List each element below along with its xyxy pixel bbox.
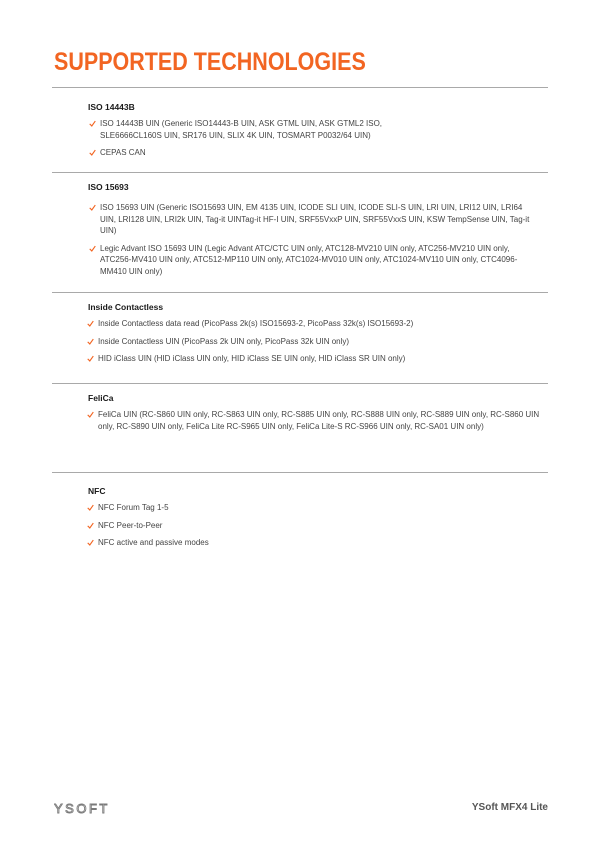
section-title-inside-contactless: Inside Contactless: [88, 302, 164, 312]
list-item-text: FeliCa UIN (RC-S860 UIN only, RC-S863 UIN only, RC-S885 UIN only, RC-S888 UIN only, RC-S889 UIN only, RC-S860 UIN only, RC-S890 UIN only, FeliCa Lite RC-S965 UIN only, FeliCa Lite-S RC-S966 UIN only, RC-SA01 UIN only): [98, 410, 540, 431]
list-item-text: CEPAS CAN: [100, 148, 146, 158]
list-item-text: HID iClass UIN (HID iClass UIN only, HID iClass SE UIN only, HID iClass SR UIN only): [98, 354, 406, 364]
svg-text:YSOFT: YSOFT: [54, 801, 110, 815]
divider: [52, 172, 548, 173]
divider: [52, 87, 548, 88]
list-item-text: Legic Advant ISO 15693 UIN (Legic Advant ATC/CTC UIN only, ATC128-MV210 UIN only, ATC256-MV210 UIN only, ATC256-MV410 UIN only, ATC512-MP110 UIN only, ATC1024-MV010 UIN only, ATC1024-MV110 UIN only, CTC4096-MM410 UIN only): [100, 243, 518, 276]
list-item-text: NFC Peer-to-Peer: [98, 520, 163, 530]
list-item: [88, 147, 418, 159]
list-item: [88, 118, 418, 141]
check-icon: [87, 522, 94, 529]
check-icon: [87, 355, 94, 362]
check-icon: [89, 245, 96, 252]
nfc-list: [86, 502, 540, 555]
list-item: [86, 318, 542, 330]
list-item: [86, 409, 542, 432]
page-title: SUPPORTED TECHNOLOGIES: [54, 48, 366, 76]
divider: [52, 292, 548, 293]
felica-list: [86, 409, 542, 438]
list-item-text: NFC Forum Tag 1-5: [98, 503, 169, 512]
check-icon: [89, 204, 96, 211]
list-item: [88, 202, 538, 237]
list-item: [88, 243, 538, 278]
list-item: [86, 502, 540, 514]
section-title-iso14443b: ISO 14443B: [88, 102, 135, 112]
list-item-text: Inside Contactless UIN (PicoPass 2k UIN only, PicoPass 32k UIN only): [98, 336, 350, 346]
list-item: [86, 353, 542, 365]
list-item-text: Inside Contactless data read (PicoPass 2k(s) ISO15693-2, PicoPass 32k(s) ISO15693-2): [98, 319, 414, 328]
section-title-nfc: NFC: [88, 486, 106, 496]
ysoft-logo: [54, 801, 140, 815]
list-item: [86, 336, 542, 348]
iso15693-list: [88, 202, 538, 284]
inside-contactless-list: [86, 318, 542, 371]
check-icon: [87, 504, 94, 511]
check-icon: [87, 539, 94, 546]
list-item-text: ISO 15693 UIN (Generic ISO15693 UIN, EM 4135 UIN, ICODE SLI UIN, ICODE SLI-S UIN, LRI UIN, LRI12 UIN, LRI64 UIN, LRI128 UIN, LRI2k UIN, Tag-it UINTag-it HF-I UIN, SRF55VxxP UIN, SRF55VxxS UIN, KSW TempSense UIN, Tag-it UIN): [100, 203, 530, 236]
product-name: YSoft MFX4 Lite: [471, 802, 548, 813]
section-title-iso15693: ISO 15693: [88, 182, 129, 192]
divider: [52, 383, 548, 384]
check-icon: [87, 338, 94, 345]
section-title-felica: FeliCa: [88, 393, 114, 403]
list-item-text: ISO 14443B UIN (Generic ISO14443-B UIN, ASK GTML UIN, ASK GTML2 ISO, SLE6666CL160S UIN, SR176 UIN, SLIX 4K UIN, TOSMART P0032/64 UIN): [100, 119, 383, 140]
list-item: [86, 537, 540, 549]
check-icon: [89, 149, 96, 156]
check-icon: [89, 120, 96, 127]
check-icon: [87, 411, 94, 418]
list-item-text: NFC active and passive modes: [98, 538, 209, 548]
divider: [52, 472, 548, 473]
check-icon: [87, 320, 94, 327]
iso14443b-list: [88, 118, 418, 165]
list-item: [86, 520, 540, 532]
